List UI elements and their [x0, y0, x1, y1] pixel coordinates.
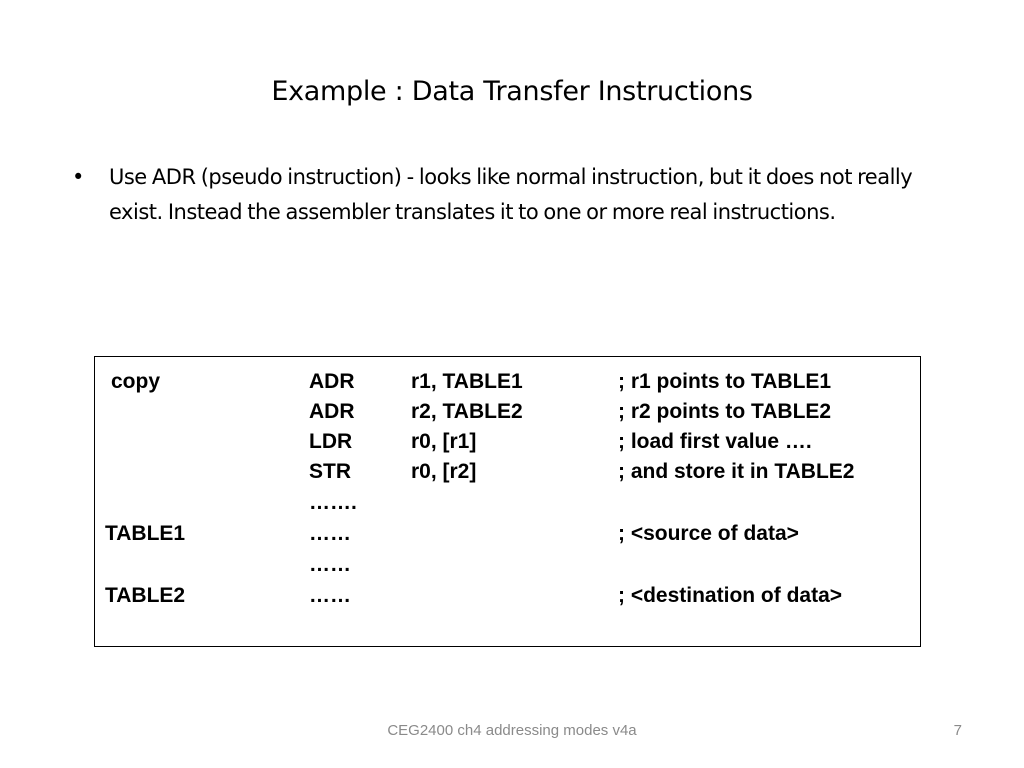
code-comment: ; <destination of data> — [618, 584, 843, 607]
code-row — [95, 488, 920, 518]
code-opcode: STR — [309, 460, 351, 483]
code-opcode: LDR — [309, 430, 353, 453]
slide-title: Example : Data Transfer Instructions — [271, 76, 753, 107]
code-opcode: ADR — [309, 400, 355, 423]
slide-footer: CEG2400 ch4 addressing modes v4a — [387, 722, 637, 739]
page-number: 7 — [953, 722, 962, 739]
bullet-list — [72, 160, 922, 230]
code-operands: r0, [r1] — [411, 430, 477, 453]
code-opcode: ADR — [309, 370, 355, 393]
code-comment: ; <source of data> — [618, 522, 799, 545]
code-comment: ; r2 points to TABLE2 — [618, 400, 832, 423]
code-row — [95, 550, 920, 580]
code-row — [95, 427, 920, 457]
code-label: copy — [111, 370, 161, 393]
code-opcode: …… — [309, 522, 351, 545]
code-label: TABLE1 — [105, 522, 186, 545]
code-comment: ; r1 points to TABLE1 — [618, 370, 832, 393]
code-row — [95, 457, 920, 487]
code-row — [95, 519, 920, 549]
code-comment: ; load first value …. — [618, 430, 812, 453]
code-opcode: …… — [309, 584, 351, 607]
code-operands: r0, [r2] — [411, 460, 477, 483]
bullet-item — [72, 160, 922, 230]
code-opcode: …… — [309, 553, 351, 576]
code-opcode: ……. — [309, 491, 357, 514]
code-operands: r2, TABLE2 — [411, 400, 523, 423]
code-comment: ; and store it in TABLE2 — [618, 460, 855, 483]
code-label: TABLE2 — [105, 584, 186, 607]
bullet-text: Use ADR (pseudo instruction) - looks like normal instruction, but it does not really exist. Instead the assembler translates it to one or more real instructions. — [109, 165, 913, 224]
code-operands: r1, TABLE1 — [411, 370, 523, 393]
code-row — [95, 367, 920, 397]
code-listing — [94, 356, 921, 647]
bullet-icon: • — [72, 165, 85, 189]
code-row — [95, 397, 920, 427]
code-row — [95, 581, 920, 611]
